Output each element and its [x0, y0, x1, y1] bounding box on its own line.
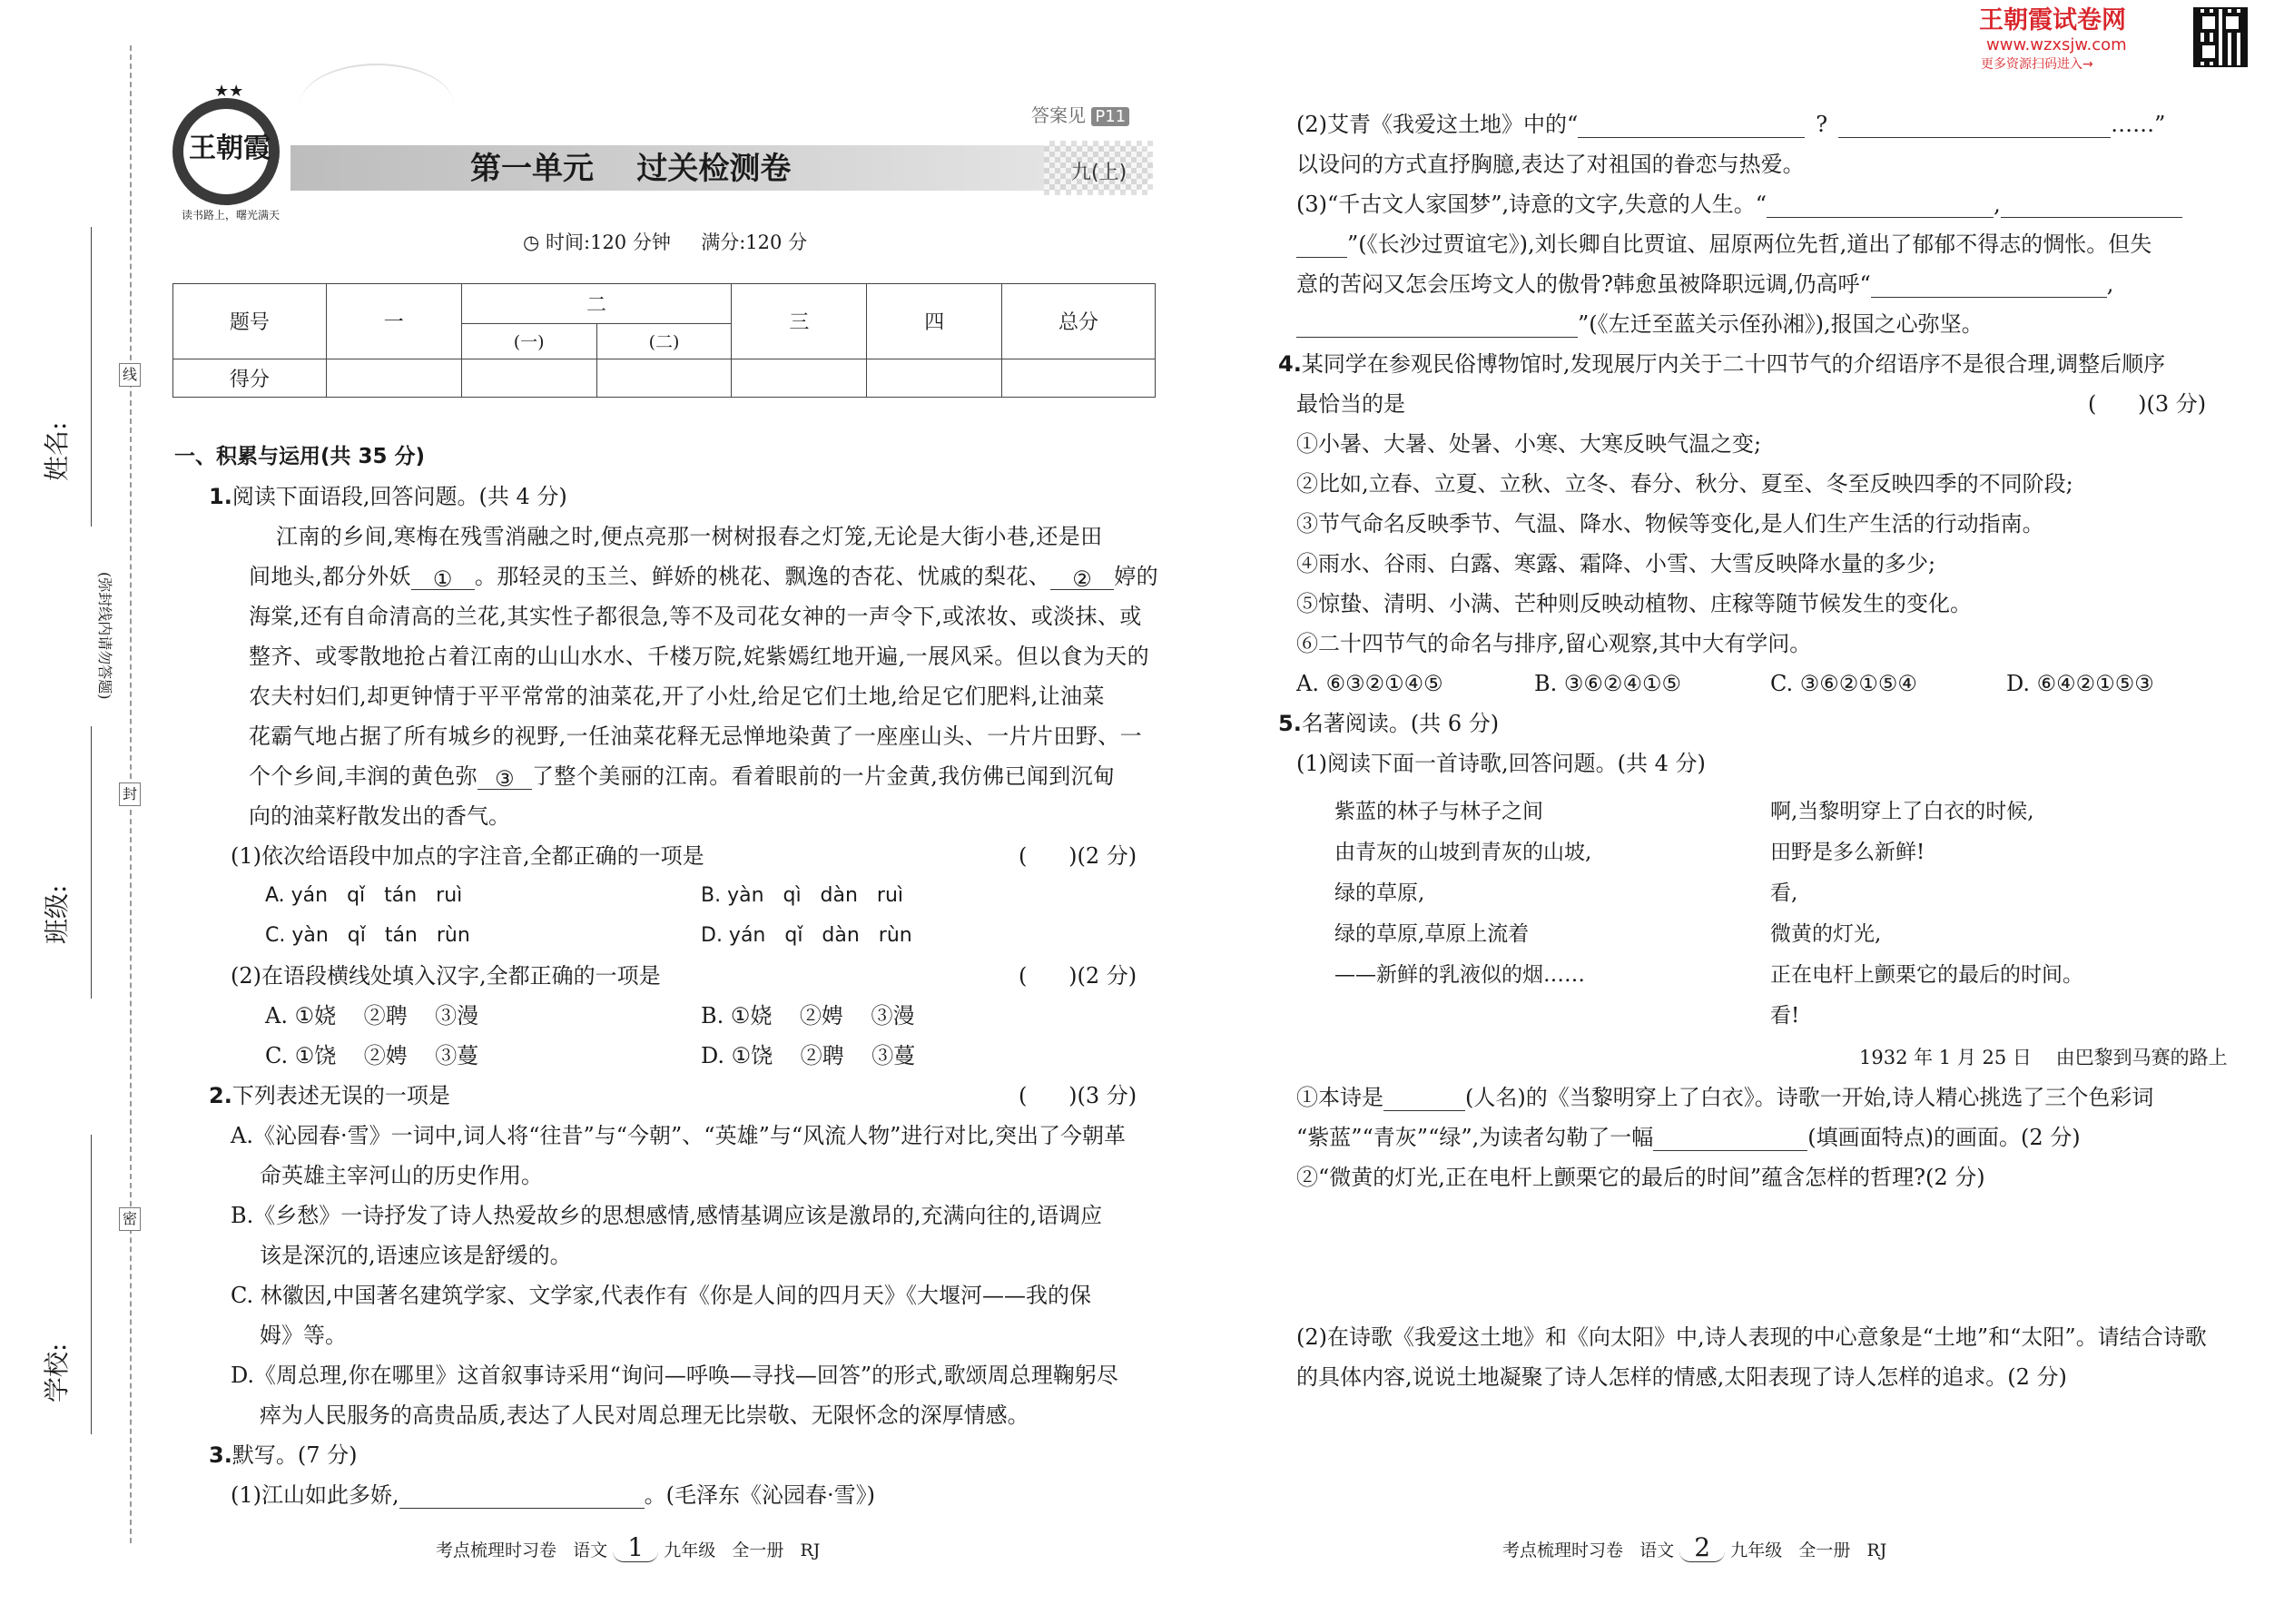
header-cell: 三	[732, 284, 867, 359]
option-a-cont: 命英雄主宰河山的历史作用。	[260, 1163, 543, 1188]
option-c[interactable]: C. ①饶 ②娉 ③蔓	[265, 1043, 479, 1068]
poem-line: 啊,当黎明穿上了白衣的时候,	[1770, 800, 2034, 823]
blank-1[interactable]: ①	[411, 566, 475, 590]
passage-line: 整齐、或零散地抢占着江南的山山水水、千楼万院,姹紫嫣红地开遍,一展风采。但以食为天的	[249, 644, 1150, 669]
logo-text: 王朝霞	[189, 133, 271, 164]
header-cell: 二	[461, 284, 732, 324]
section-heading: 一、积累与运用(共 35 分)	[174, 445, 426, 468]
blank-3[interactable]: ③	[478, 765, 532, 790]
page-number: 1	[613, 1534, 658, 1562]
option-b-cont: 该是深沉的,语速应该是舒缓的。	[260, 1243, 572, 1268]
answer-blank[interactable]	[399, 1484, 645, 1509]
site-url[interactable]: www.wzxsjw.com	[1986, 35, 2127, 54]
ribbon-decoration	[300, 64, 454, 147]
poem-line: ——新鲜的乳液似的烟……	[1334, 963, 1585, 987]
answer-bracket[interactable]: ( )(3 分)	[1019, 1083, 1137, 1108]
answer-ref: 答案见 P11	[1031, 102, 1129, 131]
option-a[interactable]: A. ①娆 ②聘 ③漫	[265, 1003, 479, 1029]
class-label: 班级:	[42, 884, 72, 944]
text-line: 以设问的方式直抒胸臆,表达了对祖国的眷恋与热爱。	[1296, 152, 1805, 177]
passage-line: 个个乡间,丰润的黄色弥 ③ 了整个美丽的江南。看着眼前的一片金黄,我仿佛已闻到沉甸	[249, 763, 1116, 792]
question-2: 2.下列表述无误的一项是	[209, 1083, 450, 1108]
poem-line: 紫蓝的林子与林子之间	[1334, 800, 1543, 823]
vertical-rule	[91, 1135, 92, 1434]
fill-line: (2)艾青《我爱这土地》中的“ ? ……”	[1296, 112, 2166, 137]
question-5: 5.名著阅读。(共 6 分)	[1278, 711, 1500, 736]
page-footer: 考点梳理时习卷 语文 2 九年级 全一册 RJ	[1502, 1532, 1887, 1562]
poem-line: 正在电杆上颤栗它的最后的时间。	[1770, 963, 2083, 987]
answer-bracket[interactable]: ( )(2 分)	[1019, 843, 1137, 869]
fill-line: 意的苦闷又怎会压垮文人的傲骨?韩愈虽被降职远调,仍高呼“ ,	[1296, 271, 2114, 297]
option-a[interactable]: A.《沁园春·雪》一词中,词人将“往昔”与“今朝”、“英雄”与“风流人物”进行对比,突出了今朝革	[231, 1123, 1127, 1148]
poem-line: 绿的草原,	[1334, 881, 1425, 905]
passage-line: 花霸气地占据了所有城乡的视野,一任油菜花释无忌惮地染黄了一座座山头、一片片田野、一	[249, 723, 1143, 749]
option-b[interactable]: B. ③⑥②④①⑤	[1534, 671, 1681, 696]
fill-line: ”(《左迁至蓝关示侄孙湘》),报国之心弥坚。	[1296, 310, 1984, 338]
seal-seal-box: 封	[119, 782, 141, 806]
sub-question: (2)在语段横线处填入汉字,全都正确的一项是	[231, 963, 661, 989]
score-cell[interactable]	[461, 359, 596, 397]
passage-line: 间地头,都分外妖 ① 。那轻灵的玉兰、鲜娇的桃花、飘逸的杏花、忧戚的梨花、 ② 婷的	[249, 564, 1159, 592]
header-cell: (二)	[596, 324, 732, 359]
row-label: 得分	[173, 359, 327, 397]
score-cell[interactable]	[867, 359, 1002, 397]
score-cell[interactable]	[1002, 359, 1156, 397]
qr-code-icon[interactable]	[2195, 9, 2246, 65]
vertical-rule	[91, 726, 92, 999]
answer-area[interactable]	[1296, 1200, 2222, 1318]
fill-line: (1)江山如此多娇, 。(毛泽东《沁园春·雪》)	[231, 1482, 875, 1508]
answer-bracket[interactable]: ( )(2 分)	[1019, 963, 1137, 989]
list-item: ⑤惊蛰、清明、小满、芒种则反映动植物、庄稼等随节候发生的变化。	[1296, 591, 1972, 616]
vertical-rule	[91, 227, 92, 527]
poem-left	[1334, 792, 1591, 996]
question-1: 1.阅读下面语段,回答问题。(共 4 分)	[209, 484, 567, 509]
list-item: ②比如,立春、立夏、立秋、立冬、春分、秋分、夏至、冬至反映四季的不同阶段;	[1296, 471, 2073, 497]
logo	[163, 82, 290, 221]
option-a[interactable]: A. ⑥③②①④⑤	[1296, 671, 1443, 696]
option-b[interactable]: B.《乡愁》一诗抒发了诗人热爱故乡的思想感情,感情基调应该是激昂的,充满向往的,语调应	[231, 1203, 1103, 1228]
header-cell: 四	[867, 284, 1002, 359]
page-footer: 考点梳理时习卷 语文 1 九年级 全一册 RJ	[436, 1532, 821, 1562]
header-cell: 一	[326, 284, 461, 359]
score-cell[interactable]	[326, 359, 461, 397]
answer-page-badge: P11	[1091, 107, 1129, 126]
page-number: 2	[1679, 1534, 1725, 1562]
poem-line: 微黄的灯光,	[1770, 922, 1882, 946]
option-c[interactable]: C. yàn qǐ tán rùn	[265, 924, 470, 947]
seal-secret-box: 密	[119, 1207, 141, 1231]
option-b[interactable]: B. yàn qì dàn ruì	[701, 884, 904, 907]
option-b[interactable]: B. ①娆 ②娉 ③漫	[701, 1003, 915, 1029]
site-slogan: 更多资源扫码进入→	[1981, 57, 2093, 72]
option-d[interactable]: D. ①饶 ②聘 ③蔓	[701, 1043, 916, 1068]
answer-area[interactable]	[1296, 1403, 2222, 1511]
question-4: 4.某同学在参观民俗博物馆时,发现展厅内关于二十四节气的介绍语序不是很合理,调整后顺序	[1278, 351, 2166, 377]
exam-meta: ◷ 时间:120 分钟 满分:120 分	[523, 231, 808, 253]
fill-line: ①本诗是 (人名)的《当黎明穿上了白衣》。诗歌一开始,诗人精心挑选了三个色彩词	[1296, 1085, 2154, 1110]
option-c[interactable]: C. 林徽因,中国著名建筑学家、文学家,代表作有《你是人间的四月天》《大堰河——我的保	[231, 1283, 1092, 1308]
poem-line: 看!	[1770, 1004, 1800, 1028]
poem-date: 1932 年 1 月 25 日 由巴黎到马赛的路上	[1859, 1047, 2228, 1068]
seal-line-box: 线	[119, 363, 141, 387]
blank-2[interactable]: ②	[1050, 566, 1114, 590]
logo-motto: 读书路上，曙光满天	[182, 209, 281, 221]
header-cell: 题号	[173, 284, 327, 359]
passage-line: 农夫村妇们,却更钟情于平平常常的油菜花,开了小灶,给足它们土地,给足它们肥料,让油菜	[249, 684, 1105, 709]
option-c[interactable]: C. ③⑥②①⑤④	[1770, 671, 1917, 696]
site-name: 王朝霞试卷网	[1979, 6, 2126, 34]
poem-right	[1770, 792, 2083, 1037]
list-item: ③节气命名反映季节、气温、降水、物候等变化,是人们生产生活的行动指南。	[1296, 511, 2044, 536]
fill-line: “紫蓝”“青灰”“绿”,为读者勾勒了一幅 (填画面特点)的画面。(2 分)	[1296, 1125, 2081, 1150]
fill-line: (3)“千古文人家国梦”,诗意的文字,失意的人生。“ ,	[1296, 191, 2182, 218]
score-table	[172, 283, 1156, 398]
option-d[interactable]: D.《周总理,你在哪里》这首叙事诗采用“询问—呼唤—寻找—回答”的形式,歌颂周总理鞠躬尽	[231, 1363, 1118, 1388]
sub-question: (1)阅读下面一首诗歌,回答问题。(共 4 分)	[1296, 751, 1706, 776]
seal-note: (弥封线内请勿答题)	[96, 572, 113, 700]
answer-blank[interactable]	[1838, 113, 2111, 138]
answer-blank[interactable]	[1296, 233, 1347, 258]
option-d-cont: 瘁为人民服务的高贵品质,表达了人民对周总理无比崇敬、无限怀念的深厚情感。	[260, 1403, 1029, 1428]
option-d[interactable]: D. yán qǐ dàn rùn	[701, 924, 912, 947]
answer-blank[interactable]	[1767, 193, 1994, 218]
answer-blank[interactable]	[1653, 1127, 1807, 1151]
score-cell[interactable]	[732, 359, 867, 397]
page-title: 第一单元 过关检测卷	[470, 151, 792, 187]
poem-line: 田野是多么新鲜!	[1770, 841, 1925, 864]
sub-question: (2)在诗歌《我爱这土地》和《向太阳》中,诗人表现的中心意象是“土地”和“太阳”。请结合诗歌	[1296, 1324, 2207, 1350]
answer-bracket[interactable]: ( )(3 分)	[2088, 391, 2207, 417]
text-line: 最恰当的是	[1296, 391, 1405, 417]
grade-label: 九(上)	[1071, 162, 1127, 184]
header-cell: (一)	[461, 324, 596, 359]
text-line: 的具体内容,说说土地凝聚了诗人怎样的情感,太阳表现了诗人怎样的追求。(2 分)	[1296, 1364, 2067, 1390]
answer-blank[interactable]	[1383, 1087, 1465, 1111]
header-cell: 总分	[1002, 284, 1156, 359]
sub-question: (1)依次给语段中加点的字注音,全都正确的一项是	[231, 843, 704, 869]
clock-icon: ◷	[523, 231, 540, 253]
answer-blank[interactable]	[1578, 113, 1805, 138]
binding-margin	[0, 0, 136, 1624]
passage-line: 海棠,还有自命清高的兰花,其实性子都很急,等不及司花女神的一声令下,或浓妆、或淡抹、或	[249, 604, 1142, 629]
question-3: 3.默写。(7 分)	[209, 1442, 358, 1468]
text-line: ②“微黄的灯光,正在电杆上颤栗它的最后的时间”蕴含怎样的哲理?(2 分)	[1296, 1165, 1985, 1190]
poem-line: 看,	[1770, 881, 1798, 905]
score-cell[interactable]	[596, 359, 732, 397]
poem-line: 由青灰的山坡到青灰的山坡,	[1334, 841, 1592, 864]
passage-line: 向的油菜籽散发出的香气。	[249, 803, 510, 829]
fill-line: ”(《长沙过贾谊宅》),刘长卿自比贾谊、屈原两位先哲,道出了郁郁不得志的惆怅。但失	[1296, 231, 2151, 258]
list-item: ④雨水、谷雨、白露、寒露、霜降、小雪、大雪反映降水量的多少;	[1296, 551, 1936, 576]
poem-line: 绿的草原,草原上流着	[1334, 922, 1530, 946]
answer-blank[interactable]	[2001, 193, 2182, 218]
passage-line: 江南的乡间,寒梅在残雪消融之时,便点亮那一树树报春之灯笼,无论是大街小巷,还是田	[276, 524, 1103, 549]
option-c-cont: 姆》等。	[260, 1323, 347, 1348]
name-label: 姓名:	[42, 421, 72, 481]
answer-blank[interactable]	[1296, 313, 1578, 338]
list-item: ①小暑、大暑、处暑、小寒、大寒反映气温之变;	[1296, 431, 1762, 457]
school-label: 学校:	[42, 1343, 72, 1403]
answer-blank[interactable]	[1871, 273, 2107, 298]
option-a[interactable]: A. yán qǐ tán ruì	[265, 884, 463, 907]
list-item: ⑥二十四节气的命名与排序,留心观察,其中大有学问。	[1296, 631, 1812, 656]
star-icon: ★★	[214, 82, 244, 101]
option-d[interactable]: D. ⑥④②①⑤③	[2006, 671, 2154, 696]
